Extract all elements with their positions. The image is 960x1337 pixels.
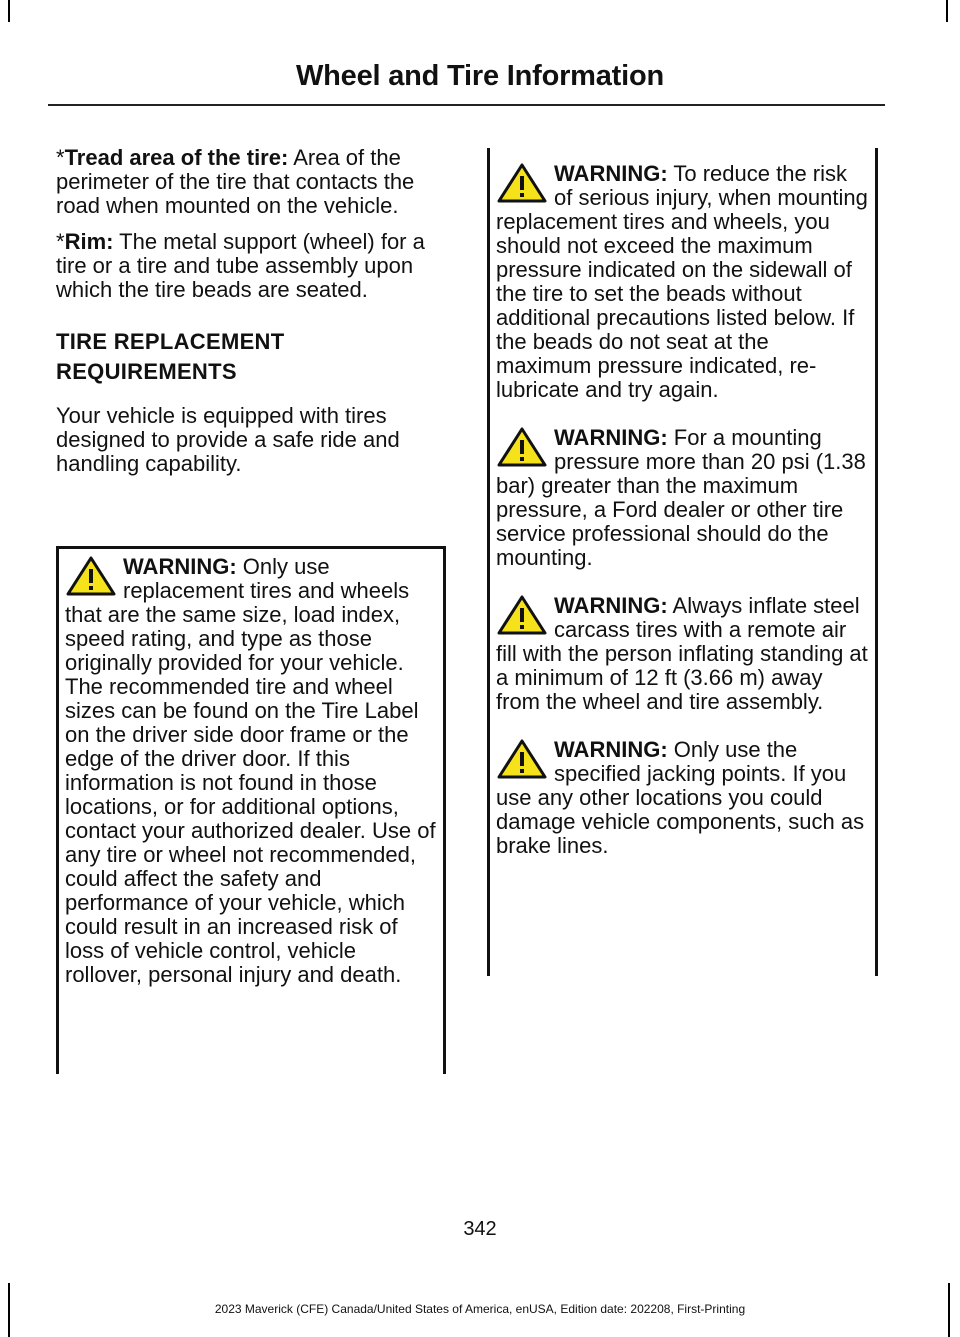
warning-item	[496, 162, 869, 402]
page-number: 342	[463, 1218, 497, 1240]
definition-tread: *Tread area of the tire: Area of the perimeter of the tire that contacts the road when mounted on the vehicle.	[56, 145, 415, 218]
warning-label: WARNING:	[554, 737, 668, 762]
definition-text: Area of the perimeter of the tire that contacts the road when mounted on the vehicle.	[56, 145, 415, 218]
warning-text: For a mounting pressure more than 20 psi (1.38 bar) greater than the maximum pressure, a Ford dealer or other tire service professional should do the mounting.	[496, 425, 866, 570]
warning-item	[496, 738, 869, 858]
definition-term: Tread area of the tire:	[64, 145, 289, 170]
warning-item	[496, 426, 869, 570]
warning-triangle-icon	[496, 738, 548, 780]
warning-label: WARNING:	[554, 161, 668, 186]
warning-text: Always inflate steel carcass tires with a remote air fill with the person inflating standing at a minimum of 12 ft (3.66 m) away from the wheel and tire assembly.	[496, 593, 868, 714]
warning-item	[65, 555, 437, 987]
header-divider	[48, 104, 885, 106]
section-heading: TIRE REPLACEMENT	[56, 329, 285, 354]
warning-text: To reduce the risk of serious injury, when mounting replacement tires and wheels, you should not exceed the maximum pressure indicated on the sidewall of the tire to set the beads without additional precautions listed below. If the beads do not seat at the maximum pressure indicated, re-lubricate and try again.	[496, 161, 868, 402]
warning-label: WARNING:	[123, 554, 237, 579]
section-intro: Your vehicle is equipped with tires designed to provide a safe ride and handling capability.	[56, 403, 400, 476]
warning-triangle-icon	[65, 555, 117, 597]
definition-text: The metal support (wheel) for a tire or a tire and tube assembly upon which the tire beads are seated.	[56, 229, 425, 302]
warning-triangle-icon	[496, 426, 548, 468]
warning-box	[487, 148, 878, 976]
page-title: Wheel and Tire Information	[295, 60, 665, 92]
warning-triangle-icon	[496, 162, 548, 204]
crop-mark	[946, 0, 948, 22]
section-heading: REQUIREMENTS	[56, 359, 237, 384]
definition-term: Rim:	[64, 229, 114, 254]
warning-item	[496, 594, 869, 714]
warning-triangle-icon	[496, 594, 548, 636]
left-column	[56, 146, 448, 488]
warning-label: WARNING:	[554, 425, 668, 450]
crop-mark	[8, 0, 10, 22]
warning-label: WARNING:	[554, 593, 668, 618]
definition-rim: *Rim: The metal support (wheel) for a tire or a tire and tube assembly upon which the tire beads are seated.	[56, 229, 425, 302]
warning-text: Only use replacement tires and wheels that are the same size, load index, speed rating, and type as those originally provided for your vehicle. The recommended tire and wheel sizes can be found on the Tire Label on the driver side door frame or the edge of the driver door. If this information is not found in those locations, or for additional options, contact your authorized dealer. Use of any tire or wheel not recommended, could affect the safety and performance of your vehicle, which could result in an increased risk of loss of vehicle control, vehicle rollover, personal injury and death.	[65, 554, 436, 987]
footer-edition-text: 2023 Maverick (CFE) Canada/United States of America, enUSA, Edition date: 202208, First-Printing	[214, 1302, 746, 1316]
warning-box	[56, 546, 446, 1074]
warning-text: Only use the specified jacking points. If you use any other locations you could damage vehicle components, such as brake lines.	[496, 737, 865, 858]
